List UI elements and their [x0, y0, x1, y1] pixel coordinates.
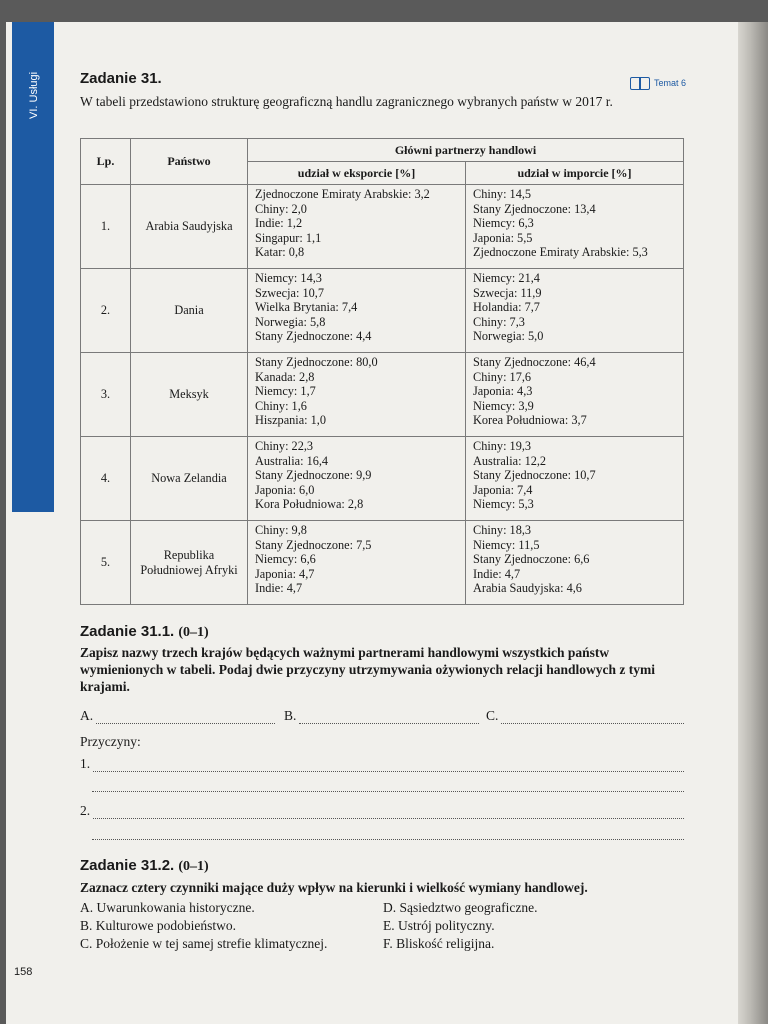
reason-1-line[interactable] — [80, 756, 684, 772]
import-partner-entry: Stany Zjednoczone: 13,4 — [473, 201, 596, 216]
import-partner-entry: Japonia: 7,4 — [473, 482, 533, 497]
export-partner-entry: Chiny: 22,3 — [255, 439, 314, 453]
export-partner-entry: Stany Zjednoczone: 9,9 — [255, 468, 372, 483]
row-import-cell — [466, 521, 684, 605]
answer-b-line[interactable] — [284, 708, 479, 724]
header-export: udział w eksporcie [%] — [248, 162, 466, 185]
answer-c-label: C. — [486, 708, 499, 723]
export-partner-entry: Stany Zjednoczone: 80,0 — [255, 355, 378, 369]
import-partner-entry: Stany Zjednoczone: 6,6 — [473, 552, 590, 567]
answer-c-line[interactable] — [486, 708, 684, 724]
option-b[interactable]: B. Kulturowe podobieństwo. — [80, 918, 236, 933]
task31-1-points: (0–1) — [178, 625, 209, 640]
answer-a-line[interactable] — [80, 708, 275, 724]
export-partner-entry: Stany Zjednoczone: 4,4 — [255, 329, 372, 344]
option-f[interactable]: F. Bliskość religijna. — [383, 936, 495, 951]
page-binding-shadow — [738, 22, 768, 1024]
row-export-cell — [248, 437, 466, 521]
row-country: Republika Południowej Afryki — [131, 521, 248, 605]
export-partner-entry: Chiny: 1,6 — [255, 398, 307, 413]
row-import-cell — [466, 185, 684, 269]
row-import-cell — [466, 437, 684, 521]
task31-2-question: Zaznacz cztery czynniki mające duży wpływ na kierunki i wielkość wymiany handlowej. — [80, 880, 588, 895]
header-country: Państwo — [131, 139, 248, 185]
export-partner-entry: Japonia: 6,0 — [255, 482, 315, 497]
trade-partners-table — [80, 138, 684, 605]
export-partner-entry: Indie: 4,7 — [255, 581, 303, 596]
book-icon — [630, 77, 650, 90]
export-partner-entry: Niemcy: 6,6 — [255, 552, 316, 567]
table-row — [81, 437, 684, 521]
import-partner-entry: Niemcy: 11,5 — [473, 537, 540, 552]
table-row — [81, 521, 684, 605]
import-partner-entry: Chiny: 18,3 — [473, 523, 532, 537]
import-partner-entry: Chiny: 17,6 — [473, 369, 532, 384]
reason-2-line[interactable] — [80, 803, 684, 819]
export-partner-entry: Niemcy: 14,3 — [255, 271, 322, 285]
import-partner-entry: Chiny: 7,3 — [473, 314, 525, 329]
table-row — [81, 353, 684, 437]
row-export-cell — [248, 185, 466, 269]
export-partner-entry: Kora Południowa: 2,8 — [255, 497, 364, 512]
row-country: Arabia Saudyjska — [131, 185, 248, 269]
row-import-cell — [466, 353, 684, 437]
task31-1-title — [80, 623, 209, 641]
option-a[interactable]: A. Uwarunkowania historyczne. — [80, 900, 255, 915]
row-lp: 1. — [81, 185, 131, 269]
import-partner-entry: Arabia Saudyjska: 4,6 — [473, 581, 582, 596]
import-partner-entry: Niemcy: 5,3 — [473, 497, 534, 512]
import-partner-entry: Szwecja: 11,9 — [473, 285, 542, 300]
answer-a-label: A. — [80, 708, 94, 723]
import-partner-entry: Stany Zjednoczone: 46,4 — [473, 355, 596, 369]
reason-2-label: 2. — [80, 803, 91, 818]
header-import: udział w imporcie [%] — [466, 162, 684, 185]
import-partner-entry: Niemcy: 3,9 — [473, 398, 534, 413]
task31-intro: W tabeli przedstawiono strukturę geograficzną handlu zagranicznego wybranych państw w 2017 r. — [80, 94, 613, 109]
temat-link[interactable] — [630, 74, 686, 92]
export-partner-entry: Singapur: 1,1 — [255, 230, 322, 245]
import-partner-entry: Norwegia: 5,0 — [473, 329, 544, 344]
import-partner-entry: Holandia: 7,7 — [473, 300, 540, 315]
export-partner-entry: Japonia: 4,7 — [255, 566, 315, 581]
reason-1-field[interactable] — [93, 760, 684, 772]
export-partner-entry: Indie: 1,2 — [255, 216, 303, 231]
header-lp: Lp. — [81, 139, 131, 185]
option-c[interactable]: C. Położenie w tej samej strefie klimatycznej. — [80, 936, 328, 951]
row-lp: 4. — [81, 437, 131, 521]
reason-1-label: 1. — [80, 756, 91, 771]
export-partner-entry: Zjednoczone Emiraty Arabskie: 3,2 — [255, 187, 430, 201]
export-partner-entry: Niemcy: 1,7 — [255, 384, 316, 399]
export-partner-entry: Szwecja: 10,7 — [255, 285, 324, 300]
import-partner-entry: Japonia: 5,5 — [473, 230, 533, 245]
export-partner-entry: Norwegia: 5,8 — [255, 314, 326, 329]
header-partners: Główni partnerzy handlowi — [248, 139, 684, 162]
reason-2-field-2[interactable] — [92, 828, 684, 840]
reason-2-line-2[interactable] — [92, 828, 684, 840]
import-partner-entry: Zjednoczone Emiraty Arabskie: 5,3 — [473, 245, 648, 260]
task31-2-title — [80, 857, 209, 875]
export-partner-entry: Hiszpania: 1,0 — [255, 413, 327, 428]
answer-c-field[interactable] — [501, 712, 684, 724]
export-partner-entry: Kanada: 2,8 — [255, 369, 315, 384]
import-partner-entry: Niemcy: 6,3 — [473, 216, 534, 231]
import-partner-entry: Niemcy: 21,4 — [473, 271, 540, 285]
reasons-label: Przyczyny: — [80, 734, 141, 749]
task31-2-points: (0–1) — [178, 859, 209, 874]
import-partner-entry: Korea Południowa: 3,7 — [473, 413, 587, 428]
export-partner-entry: Stany Zjednoczone: 7,5 — [255, 537, 372, 552]
row-country: Nowa Zelandia — [131, 437, 248, 521]
row-import-cell — [466, 269, 684, 353]
import-partner-entry: Japonia: 4,3 — [473, 384, 533, 399]
import-partner-entry: Stany Zjednoczone: 10,7 — [473, 468, 596, 483]
temat-label: Temat 6 — [654, 78, 687, 88]
row-export-cell — [248, 521, 466, 605]
chapter-tab-label: VI. Usługi — [28, 71, 40, 119]
export-partner-entry: Chiny: 9,8 — [255, 523, 307, 537]
answer-a-field[interactable] — [96, 712, 275, 724]
row-country: Dania — [131, 269, 248, 353]
export-partner-entry: Katar: 0,8 — [255, 245, 305, 260]
export-partner-entry: Chiny: 2,0 — [255, 201, 307, 216]
row-lp: 5. — [81, 521, 131, 605]
reason-2-field[interactable] — [93, 807, 684, 819]
reason-1-line-2[interactable] — [92, 780, 684, 792]
task31-2-title-text: Zadanie 31.2. — [80, 857, 175, 874]
task31-title: Zadanie 31. — [80, 70, 162, 87]
row-country: Meksyk — [131, 353, 248, 437]
option-d[interactable]: D. Sąsiedztwo geograficzne. — [383, 900, 538, 915]
reason-1-field-2[interactable] — [92, 780, 684, 792]
task31-1-title-text: Zadanie 31.1. — [80, 623, 175, 640]
import-partner-entry: Australia: 12,2 — [473, 453, 547, 468]
row-export-cell — [248, 353, 466, 437]
export-partner-entry: Australia: 16,4 — [255, 453, 329, 468]
row-export-cell — [248, 269, 466, 353]
page-number: 158 — [14, 966, 33, 978]
table-row — [81, 185, 684, 269]
task31-1-question: Zapisz nazwy trzech krajów będących ważnymi partnerami handlowymi wszystkich państw wymienionych w tabeli. Podaj dwie przyczyny utrzymywania ożywionych relacji handlowych z tymi krajami. — [80, 645, 655, 694]
row-lp: 2. — [81, 269, 131, 353]
answer-b-label: B. — [284, 708, 297, 723]
import-partner-entry: Chiny: 19,3 — [473, 439, 532, 453]
import-partner-entry: Indie: 4,7 — [473, 566, 521, 581]
import-partner-entry: Chiny: 14,5 — [473, 187, 532, 201]
answer-b-field[interactable] — [299, 712, 479, 724]
row-lp: 3. — [81, 353, 131, 437]
export-partner-entry: Wielka Brytania: 7,4 — [255, 300, 358, 315]
table-row — [81, 269, 684, 353]
option-e[interactable]: E. Ustrój polityczny. — [383, 918, 495, 933]
